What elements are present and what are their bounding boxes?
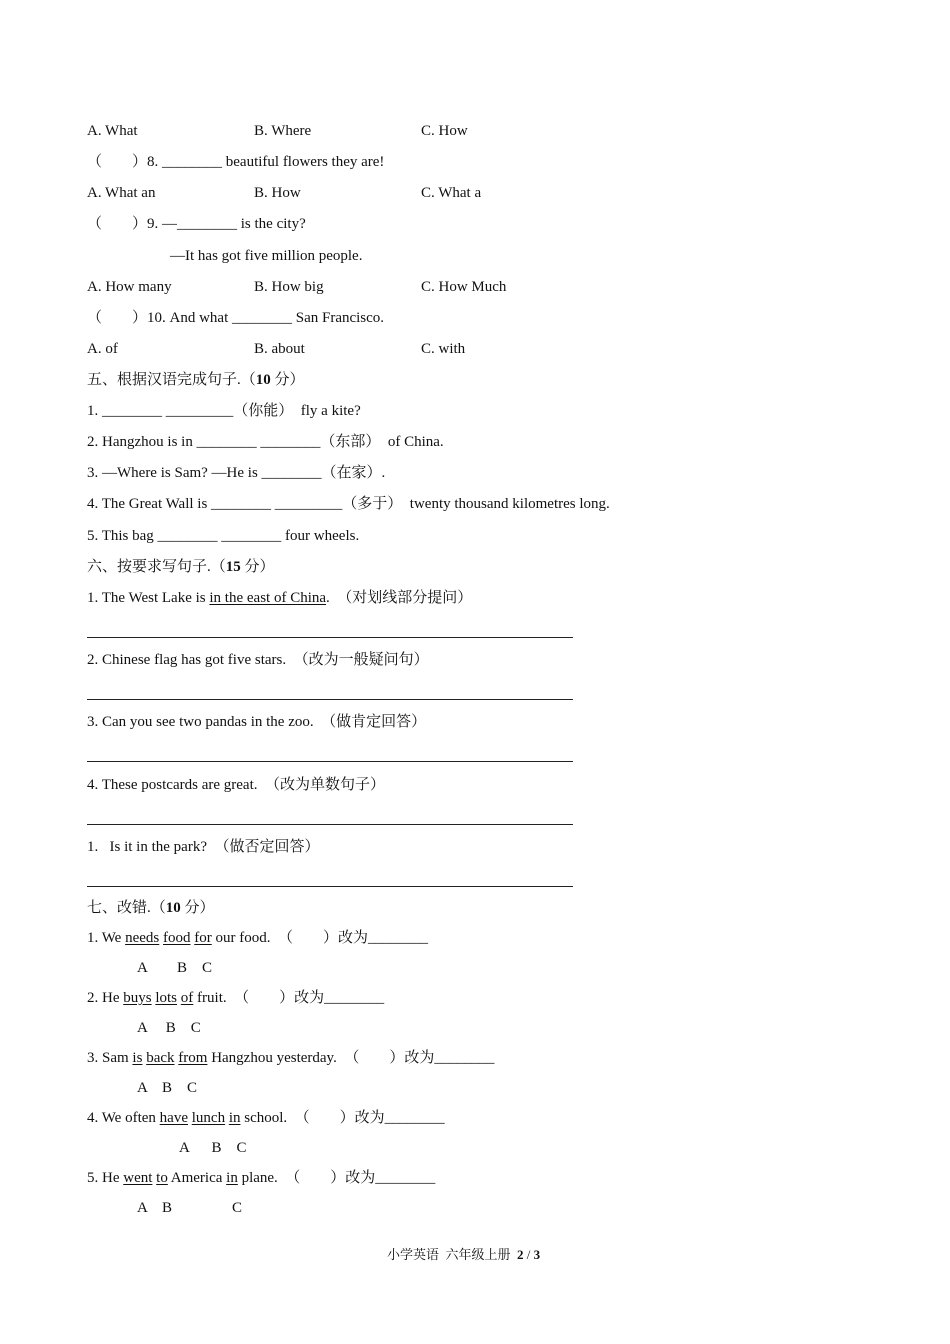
part7-item-4-labels: A B C — [179, 1140, 247, 1156]
q10-option-a: A. of — [87, 341, 118, 357]
page-footer: 小学英语 六年级上册 2 / 3 — [387, 1247, 541, 1262]
part7-item-3-labels: A B C — [137, 1080, 198, 1096]
part6-item-2: 2. Chinese flag has got five stars. （改为一般疑问句） — [87, 652, 429, 668]
part7-item-1-labels: A B C — [137, 960, 213, 976]
part7-item-5-labels: A B C — [137, 1200, 243, 1216]
part6-item-5: 1. Is it in the park? （做否定回答） — [87, 839, 320, 855]
part5-item-5: 5. This bag ________ ________ four wheels. — [87, 528, 360, 544]
q10-option-b: B. about — [254, 341, 305, 357]
answer-line-3 — [87, 761, 573, 762]
part5-item-4: 4. The Great Wall is ________ _________（多于） twenty thousand kilometres long. — [87, 496, 610, 512]
page-number: 2 — [517, 1247, 524, 1262]
answer-line-5 — [87, 886, 573, 887]
answer-line-2 — [87, 699, 573, 700]
part7-item-2-labels: A B C — [137, 1020, 201, 1036]
q9-reply: —It has got five million people. — [170, 248, 363, 264]
q9-option-b: B. How big — [254, 279, 324, 295]
part6-item-4: 4. These postcards are great. （改为单数句子） — [87, 777, 385, 793]
q9-stem: （ ）9. —________ is the city? — [87, 216, 306, 232]
answer-line-1 — [87, 637, 573, 638]
part7-item-2: 2. He buys lots of fruit. （ ）改为________ — [87, 990, 385, 1006]
part5-item-1: 1. ________ _________（你能） fly a kite? — [87, 403, 361, 419]
part6-item-3: 3. Can you see two pandas in the zoo. （做肯定回答） — [87, 714, 427, 730]
part5-item-3: 3. —Where is Sam? —He is ________（在家）. — [87, 465, 386, 481]
part5-heading: 五、根据汉语完成句子.（10 分） — [87, 372, 305, 388]
part7-item-1: 1. We needs food for our food. （ ）改为________ — [87, 930, 428, 946]
part6-heading: 六、按要求写句子.（15 分） — [87, 559, 275, 575]
q9-option-c: C. How Much — [421, 279, 507, 295]
part6-item-1: 1. The West Lake is in the east of China. （对划线部分提问） — [87, 590, 473, 606]
q10-stem: （ ）10. And what ________ San Francisco. — [87, 310, 385, 326]
q7-option-c: C. How — [421, 123, 468, 139]
q7-option-a: A. What — [87, 123, 138, 139]
q10-option-c: C. with — [421, 341, 466, 357]
q8-stem: （ ）8. ________ beautiful flowers they are! — [87, 154, 385, 170]
page-total: 3 — [533, 1247, 541, 1262]
q8-option-c: C. What a — [421, 185, 482, 201]
answer-line-4 — [87, 824, 573, 825]
part7-item-3: 3. Sam is back from Hangzhou yesterday. （ ）改为________ — [87, 1050, 495, 1066]
q8-option-b: B. How — [254, 185, 301, 201]
q9-option-a: A. How many — [87, 279, 172, 295]
part7-item-5: 5. He went to America in plane. （ ）改为________ — [87, 1170, 436, 1186]
part7-item-4: 4. We often have lunch in school. （ ）改为________ — [87, 1110, 445, 1126]
part7-heading: 七、改错.（10 分） — [87, 900, 215, 916]
part5-item-2: 2. Hangzhou is in ________ ________（东部） of China. — [87, 434, 444, 450]
q7-option-b: B. Where — [254, 123, 312, 139]
q8-option-a: A. What an — [87, 185, 156, 201]
